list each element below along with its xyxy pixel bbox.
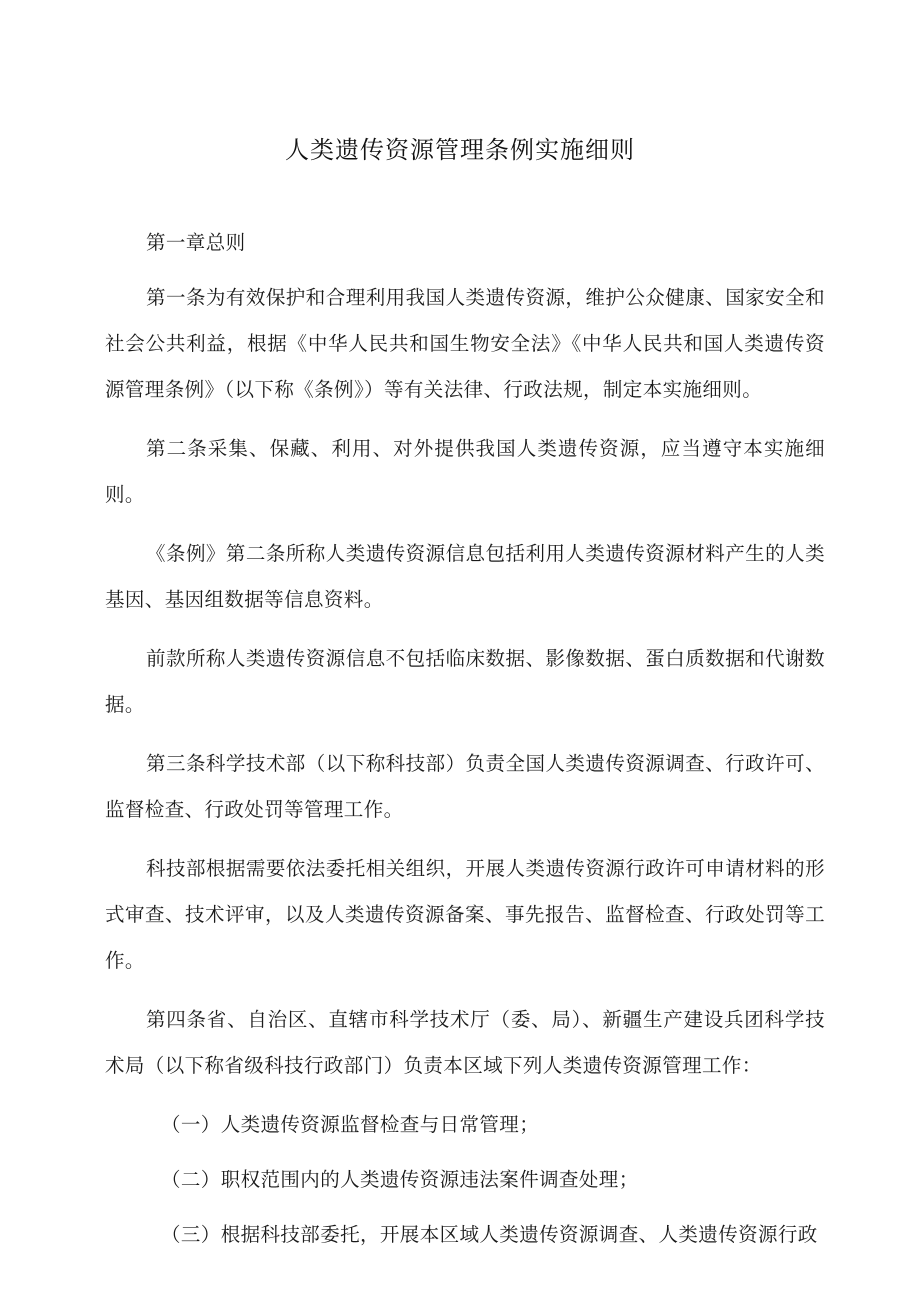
article-3-delegation-paragraph: 科技部根据需要依法委托相关组织，开展人类遗传资源行政许可申请材料的形式审查、技术评审，以及人类遗传资源备案、事先报告、监督检查、行政处罚等工作。: [105, 857, 825, 972]
article-4-item-2: （二）职权范围内的人类遗传资源违法案件调查处理；: [161, 1168, 639, 1191]
article-4-item-3: （三）根据科技部委托，开展本区域人类遗传资源调查、人类遗传资源行政: [161, 1223, 818, 1246]
article-2-paragraph: 第二条采集、保藏、利用、对外提供我国人类遗传资源，应当遵守本实施细则。: [105, 437, 825, 506]
article-4-paragraph: 第四条省、自治区、直辖市科学技术厅（委、局）、新疆生产建设兵团科学技术局（以下称省级科技行政部门）负责本区域下列人类遗传资源管理工作：: [105, 1008, 825, 1077]
chapter-heading: 第一章总则: [146, 231, 246, 254]
article-4-item-1: （一）人类遗传资源监督检查与日常管理；: [161, 1113, 540, 1136]
article-1-paragraph: 第一条为有效保护和合理利用我国人类遗传资源，维护公众健康、国家安全和社会公共利益，根据《中华人民共和国生物安全法》《中华人民共和国人类遗传资源管理条例》（以下称《条例》）等有关法律、行政法规，制定本实施细则。: [105, 286, 825, 401]
article-2-exclusion-paragraph: 前款所称人类遗传资源信息不包括临床数据、影像数据、蛋白质数据和代谢数据。: [105, 647, 825, 716]
article-3-paragraph: 第三条科学技术部（以下称科技部）负责全国人类遗传资源调查、行政许可、监督检查、行政处罚等管理工作。: [105, 752, 825, 821]
article-2-clause-paragraph: 《条例》第二条所称人类遗传资源信息包括利用人类遗传资源材料产生的人类基因、基因组数据等信息资料。: [105, 542, 825, 611]
document-body: [105, 220, 825, 1267]
document-title: 人类遗传资源管理条例实施细则: [285, 136, 635, 164]
